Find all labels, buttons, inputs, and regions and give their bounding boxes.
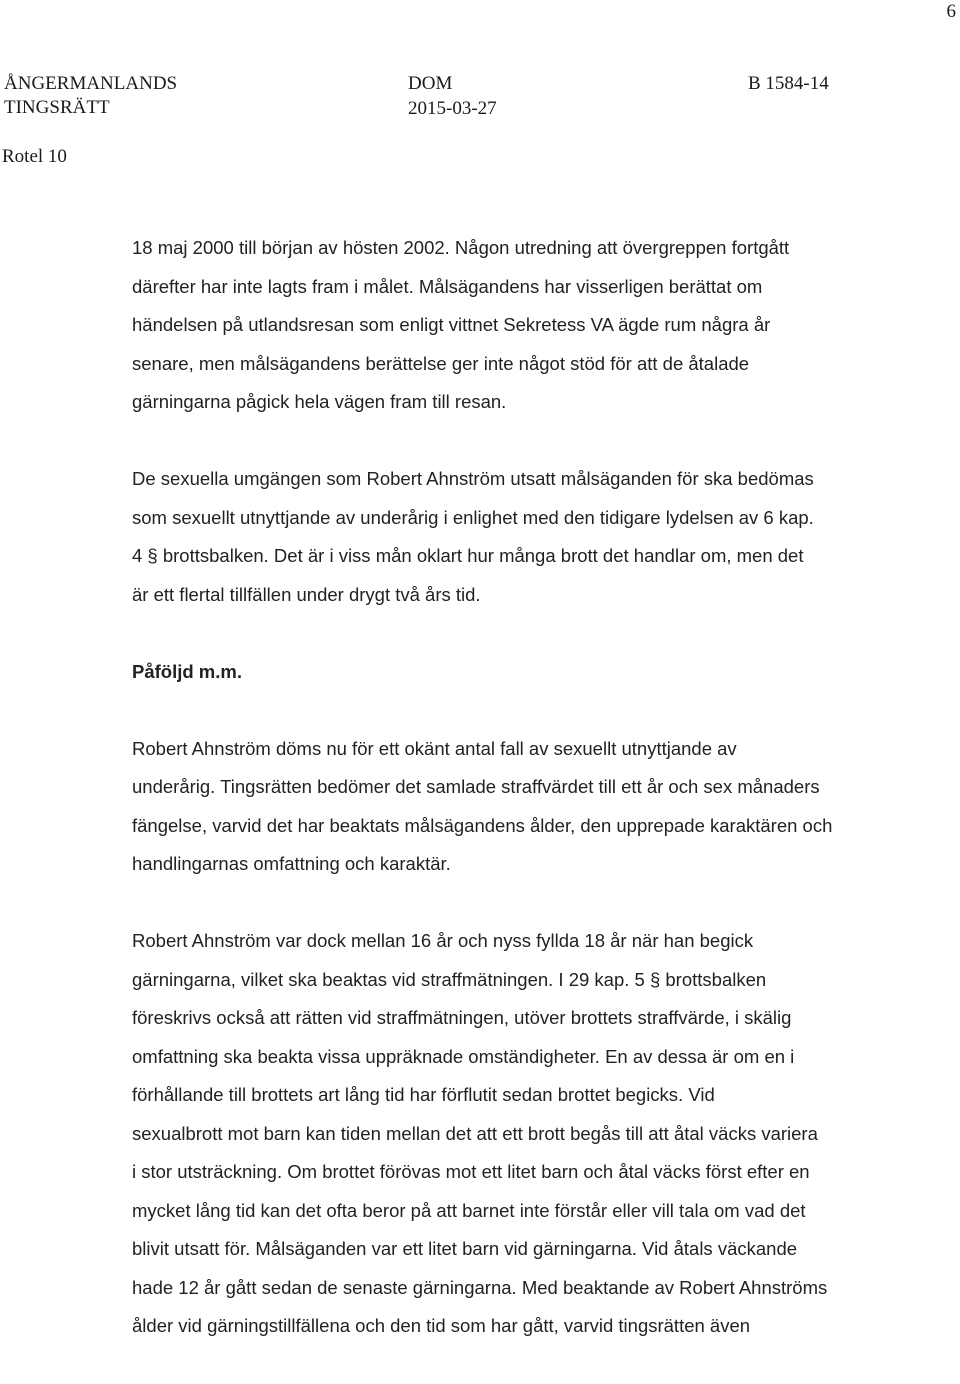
department: Rotel 10 [2, 146, 67, 167]
paragraph: Robert Ahnström döms nu för ett okänt antal fall av sexuellt utnyttjande av underårig. Tingsrätten bedömer det samlade straffvärdet till ett år och sex månaders fängelse, varvid det har beaktats målsägandens ålder, den upprepade karaktären och handlingarnas omfattning och karaktär. [132, 737, 833, 874]
document-date: 2015-03-27 [408, 98, 497, 119]
court-name-line1: ÅNGERMANLANDS [4, 73, 178, 94]
case-number: B 1584-14 [748, 73, 829, 94]
document-type: DOM [408, 73, 453, 94]
paragraph: Robert Ahnström var dock mellan 16 år och nyss fyllda 18 år när han begick gärningarna, vilket ska beaktas vid straffmätningen. I 29 kap. 5 § brottsbalken föreskrivs också att rätten vid straffmätningen, utöver brottets straffvärde, i skälig omfattning ska beakta vissa uppräknade omständigheter. En av dessa är om en i förhållande till brottets art lång tid har förflutit sedan brottet begicks. Vid sexualbrott mot barn kan tiden mellan det att ett brott begås till att åtal väcks variera i stor utsträckning. Om brottet förövas mot ett litet barn och åtal väcks först efter en mycket lång tid kan det ofta beror på att barnet inte förstår eller vill tala om vad det blivit utsatt för. Målsäganden var ett litet barn vid gärningarna. Vid åtals väckande hade 12 år gått sedan de senaste gärningarna. Med beaktande av Robert Ahnströms ålder vid gärningstillfällena och den tid som har gått, varvid tingsrätten även [132, 930, 828, 1336]
page-number: 6 [946, 1, 956, 22]
document-body [132, 229, 892, 1384]
section-heading: Påföljd m.m. [132, 660, 242, 682]
court-name [4, 72, 177, 120]
paragraph: De sexuella umgängen som Robert Ahnström utsatt målsäganden för ska bedömas som sexuellt utnyttjande av underårig i enlighet med den tidigare lydelsen av 6 kap. 4 § brottsbalken. Det är i viss mån oklart hur många brott det handlar om, men det är ett flertal tillfällen under drygt två års tid. [132, 468, 814, 605]
court-name-line2: TINGSRÄTT [4, 97, 110, 118]
paragraph: 18 maj 2000 till början av hösten 2002. Någon utredning att övergreppen fortgått därefter har inte lagts fram i målet. Målsägandens har visserligen berättat om händelsen på utlandsresan som enligt vittnet Sekretess VA ägde rum några år senare, men målsägandens berättelse ger inte något stöd för att de åtalade gärningarna pågick hela vägen fram till resan. [132, 237, 790, 412]
